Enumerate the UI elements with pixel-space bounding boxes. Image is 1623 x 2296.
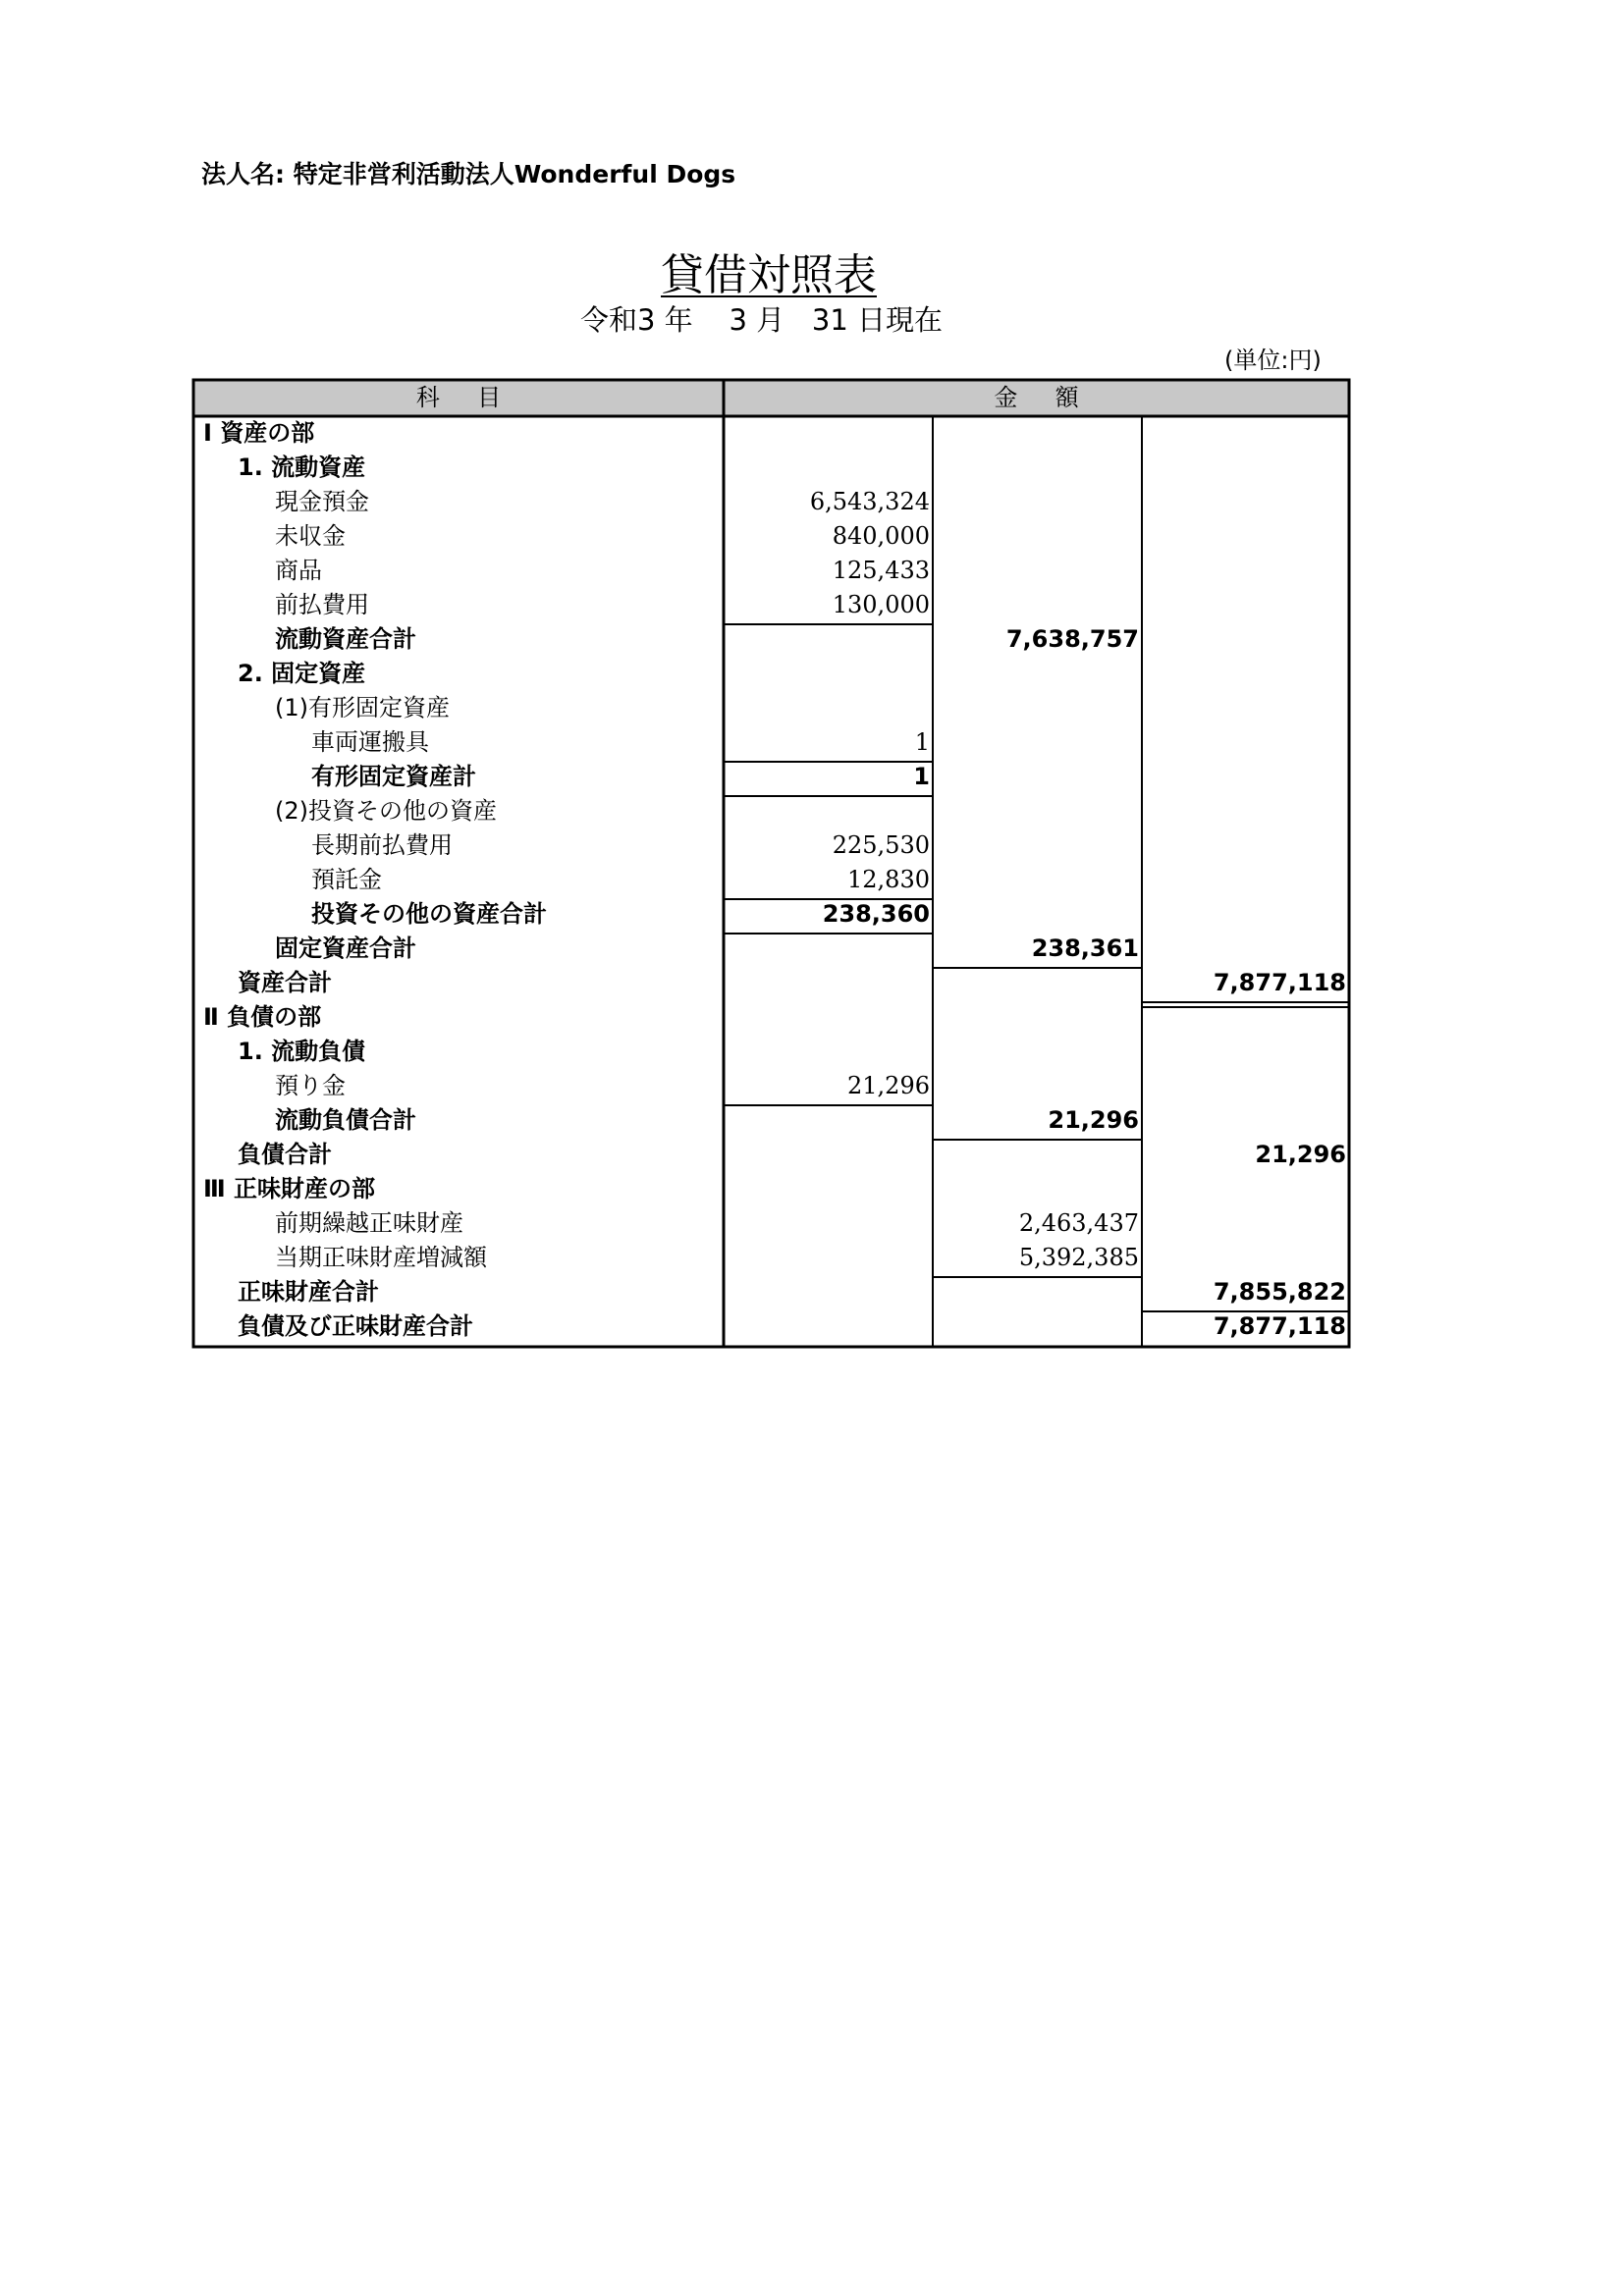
row-label: 前期繰越正味財産 <box>275 1209 463 1237</box>
amount-c1: 1 <box>914 728 930 756</box>
unit-label: (単位:円) <box>1224 347 1322 374</box>
row-label: Ⅰ 資産の部 <box>203 419 315 447</box>
amount-c3: 7,855,822 <box>1213 1278 1346 1306</box>
row-label: (1)有形固定資産 <box>275 694 450 721</box>
amount-c1: 125,433 <box>832 557 930 584</box>
row-label: 正味財産合計 <box>238 1278 379 1306</box>
row-label: 当期正味財産増減額 <box>275 1244 487 1271</box>
row-label: 預託金 <box>311 866 382 893</box>
amount-c1: 21,296 <box>847 1072 930 1099</box>
row-label: 未収金 <box>275 522 346 550</box>
column-header-amount: 金 額 <box>994 384 1079 411</box>
row-label: 流動負債合計 <box>275 1106 416 1134</box>
amount-c1: 12,830 <box>847 866 930 893</box>
row-label: 流動資産合計 <box>275 625 416 653</box>
row-label: 資産合計 <box>238 969 332 996</box>
row-label: 商品 <box>275 557 322 584</box>
amount-c1: 130,000 <box>832 591 930 618</box>
amount-c1: 225,530 <box>832 831 930 859</box>
row-label: 2. 固定資産 <box>238 660 366 687</box>
amount-c2: 7,638,757 <box>1005 625 1139 653</box>
row-label: 1. 流動負債 <box>238 1038 366 1065</box>
row-label: Ⅱ 負債の部 <box>203 1003 322 1031</box>
row-label: 車両運搬具 <box>311 728 429 756</box>
row-label: 固定資産合計 <box>275 934 416 962</box>
amount-c2: 238,361 <box>1031 934 1139 962</box>
organization-name: 法人名: 特定非営利活動法人Wonderful Dogs <box>201 160 736 188</box>
as-of-date: 令和3 年 3 月 31 日現在 <box>580 303 943 337</box>
amount-c1: 1 <box>913 763 930 790</box>
amount-c2: 2,463,437 <box>1018 1209 1139 1237</box>
row-label: 有形固定資産計 <box>311 763 476 790</box>
document-title: 貸借対照表 <box>661 250 877 300</box>
amount-c1: 6,543,324 <box>809 488 930 515</box>
row-label: (2)投資その他の資産 <box>275 797 497 825</box>
amount-c3: 7,877,118 <box>1213 969 1346 996</box>
amount-c3: 7,877,118 <box>1213 1312 1346 1340</box>
amount-c1: 238,360 <box>822 900 930 928</box>
amount-c3: 21,296 <box>1255 1141 1346 1168</box>
row-label: 負債及び正味財産合計 <box>238 1312 473 1340</box>
row-label: 預り金 <box>275 1072 346 1099</box>
column-header-subject: 科 目 <box>415 384 502 411</box>
amount-c1: 840,000 <box>832 522 930 550</box>
row-label: 1. 流動資産 <box>238 454 366 481</box>
row-label: 現金預金 <box>275 488 369 515</box>
amount-c2: 5,392,385 <box>1018 1244 1139 1271</box>
row-label: 長期前払費用 <box>311 831 453 859</box>
row-label: 投資その他の資産合計 <box>311 900 547 928</box>
row-label: 負債合計 <box>238 1141 332 1168</box>
amount-c2: 21,296 <box>1048 1106 1139 1134</box>
row-label: Ⅲ 正味財産の部 <box>203 1175 376 1202</box>
row-label: 前払費用 <box>275 591 369 618</box>
